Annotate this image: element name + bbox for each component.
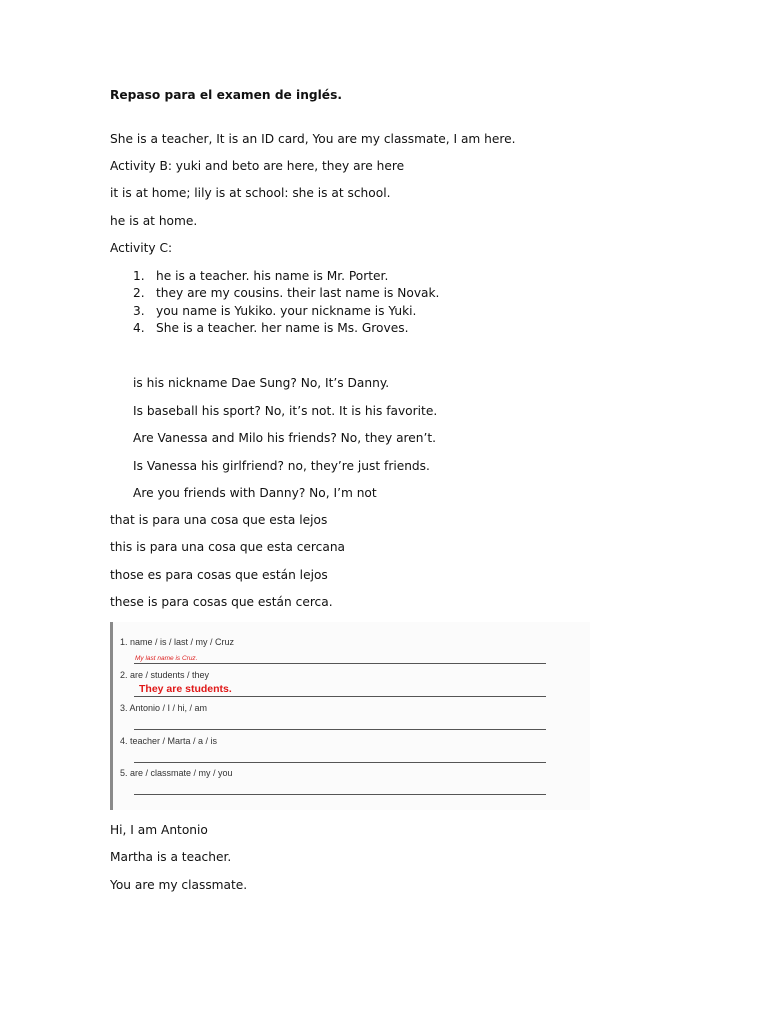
text-line: it is at home; lily is at school: she is at school. bbox=[110, 186, 391, 200]
question-line: Is Vanessa his girlfriend? no, they’re just friends. bbox=[133, 459, 430, 473]
answer-line bbox=[134, 696, 546, 697]
list-text: you name is Yukiko. your nickname is Yuki. bbox=[156, 304, 417, 318]
text-line: Hi, I am Antonio bbox=[110, 823, 208, 837]
list-item bbox=[133, 285, 439, 301]
list-text: they are my cousins. their last name is Novak. bbox=[156, 286, 440, 300]
worksheet-prompt: 5. are / classmate / my / you bbox=[120, 768, 233, 778]
list-number: 1. bbox=[133, 269, 145, 283]
text-line: Martha is a teacher. bbox=[110, 850, 232, 864]
text-line: You are my classmate. bbox=[110, 878, 248, 892]
worksheet-prompt: 2. are / students / they bbox=[120, 670, 210, 680]
list-text: he is a teacher. his name is Mr. Porter. bbox=[156, 269, 389, 283]
note-line: this is para una cosa que esta cercana bbox=[110, 540, 346, 554]
worksheet-edge bbox=[110, 622, 113, 810]
answer-line bbox=[134, 663, 546, 664]
list-item bbox=[133, 303, 416, 319]
note-line: that is para una cosa que esta lejos bbox=[110, 513, 328, 527]
worksheet-answer: My last name is Cruz. bbox=[135, 655, 198, 662]
worksheet-prompt: 4. teacher / Marta / a / is bbox=[120, 736, 218, 746]
question-line: Are Vanessa and Milo his friends? No, they aren’t. bbox=[133, 431, 437, 445]
question-line: is his nickname Dae Sung? No, It’s Danny. bbox=[133, 376, 390, 390]
note-line: these is para cosas que están cerca. bbox=[110, 595, 333, 609]
list-item bbox=[133, 268, 388, 284]
question-line: Are you friends with Danny? No, I’m not bbox=[133, 486, 377, 500]
answer-line bbox=[134, 729, 546, 730]
list-number: 2. bbox=[133, 286, 145, 300]
text-line: She is a teacher, It is an ID card, You are my classmate, I am here. bbox=[110, 132, 516, 146]
answer-line bbox=[134, 762, 546, 763]
worksheet-prompt: 1. name / is / last / my / Cruz bbox=[120, 637, 235, 647]
worksheet-answer: They are students. bbox=[139, 683, 232, 695]
list-item bbox=[133, 320, 408, 336]
answer-line bbox=[134, 794, 546, 795]
text-line: Activity C: bbox=[110, 241, 173, 255]
question-line: Is baseball his sport? No, it’s not. It is his favorite. bbox=[133, 404, 438, 418]
note-line: those es para cosas que están lejos bbox=[110, 568, 328, 582]
worksheet-image bbox=[110, 622, 590, 810]
worksheet-prompt: 3. Antonio / I / hi, / am bbox=[120, 703, 208, 713]
text-line: Activity B: yuki and beto are here, they are here bbox=[110, 159, 405, 173]
list-number: 4. bbox=[133, 321, 145, 335]
list-number: 3. bbox=[133, 304, 145, 318]
list-text: She is a teacher. her name is Ms. Groves. bbox=[156, 321, 409, 335]
document-title: Repaso para el examen de inglés. bbox=[110, 88, 342, 102]
text-line: he is at home. bbox=[110, 214, 198, 228]
